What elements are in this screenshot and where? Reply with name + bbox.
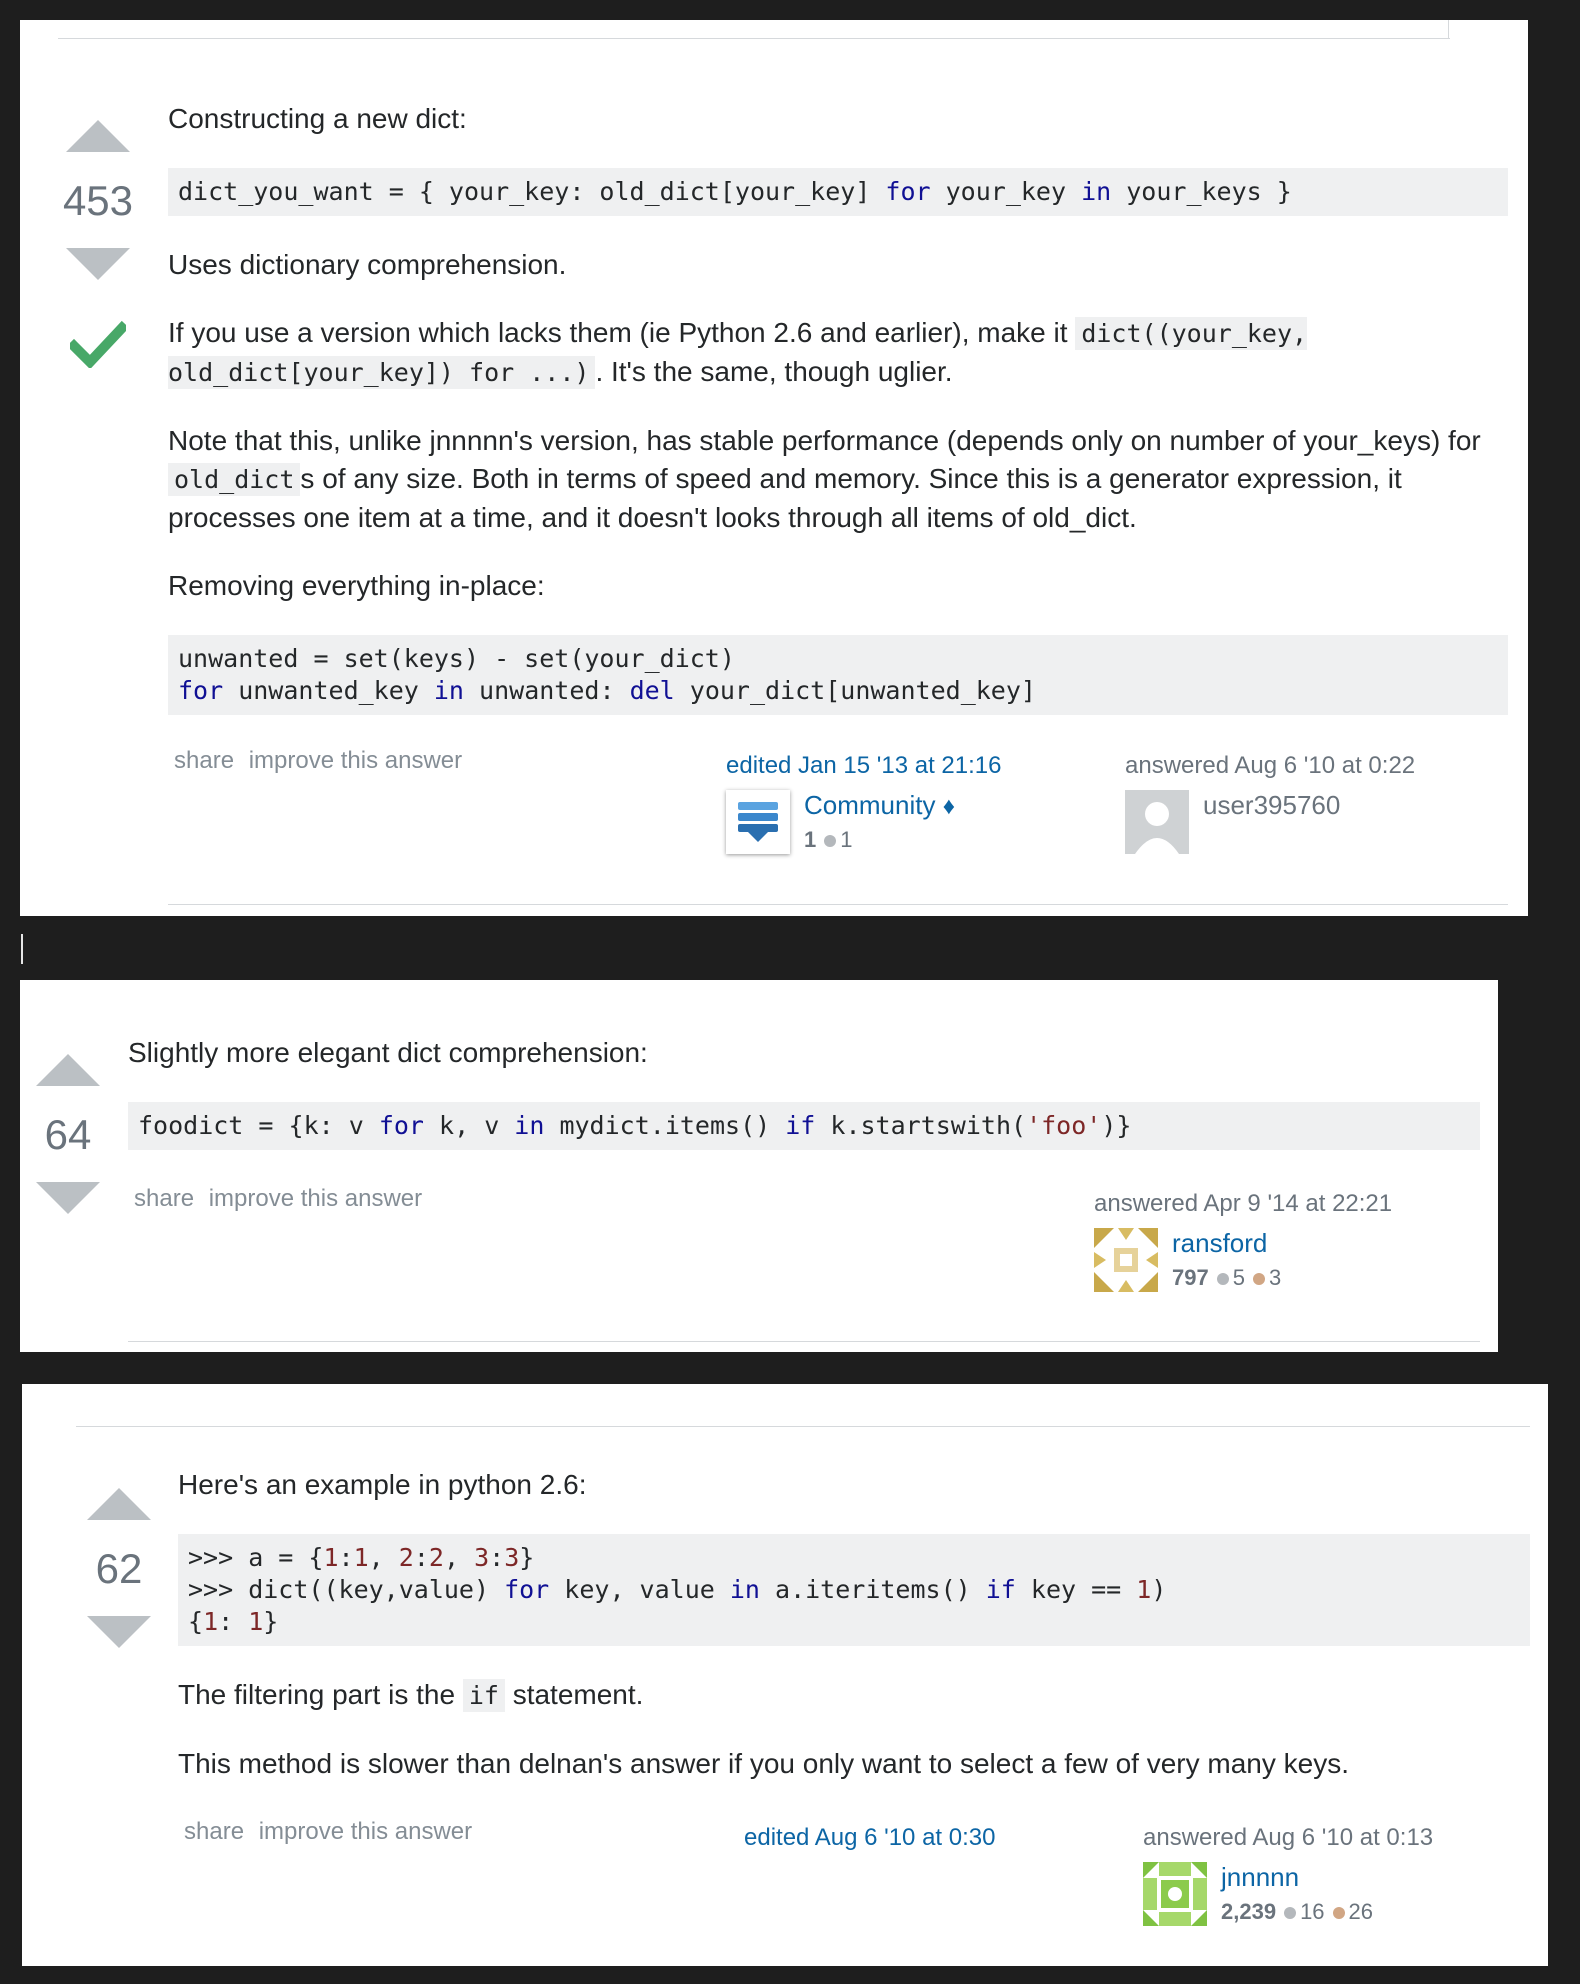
- code-text: :: [218, 1607, 249, 1636]
- vote-cell: [58, 120, 138, 368]
- vote-down-icon[interactable]: [87, 1616, 151, 1648]
- vote-up-icon[interactable]: [36, 1054, 100, 1086]
- reputation: [1221, 1899, 1373, 1925]
- code-text: }: [263, 1607, 279, 1636]
- paragraph: Uses dictionary comprehension.: [168, 249, 567, 280]
- default-avatar[interactable]: [1125, 790, 1189, 854]
- inline-code: if: [463, 1679, 505, 1712]
- paragraph: [168, 314, 1508, 392]
- diamond-icon: ♦: [942, 793, 955, 820]
- vote-down-icon[interactable]: [66, 248, 130, 280]
- code-block: [168, 168, 1508, 216]
- code-text: )}: [1101, 1111, 1132, 1140]
- paragraph-text: The filtering part is the: [178, 1679, 463, 1710]
- paragraph: [168, 422, 1508, 537]
- code-block: [178, 1534, 1530, 1646]
- code-text: unwanted_key: [223, 676, 434, 705]
- bronze-badge-icon: [1253, 1273, 1265, 1285]
- user-link[interactable]: Community: [804, 790, 936, 820]
- code-number: 1: [203, 1607, 219, 1636]
- code-string: 'foo': [1026, 1111, 1102, 1140]
- code-text: unwanted = set(keys) - set(your_dict): [178, 644, 735, 673]
- code-text: {: [188, 1607, 204, 1636]
- code-text: >>> dict((key,value): [188, 1575, 505, 1604]
- code-keyword: in: [729, 1575, 760, 1604]
- edited-link[interactable]: edited Aug 6 '10 at 0:30: [744, 1824, 996, 1851]
- code-text: k.startswith(: [815, 1111, 1027, 1140]
- answered-time: answered Apr 9 '14 at 22:21: [1094, 1190, 1393, 1217]
- code-keyword: for: [378, 1111, 424, 1140]
- post-menu: [134, 1185, 430, 1213]
- user-line: [804, 790, 955, 821]
- code-text: your_dict[unwanted_key]: [674, 676, 1036, 705]
- code-keyword: for: [885, 177, 931, 206]
- paragraph-text: s of any size. Both in terms of speed and memory. Since this is a generator expression, it processes one item at a time, and it doesn't looks through all items of old_dict.: [168, 463, 1402, 533]
- code-text: mydict.items(): [544, 1111, 786, 1140]
- share-link[interactable]: share: [134, 1185, 195, 1212]
- rep-score: 797: [1172, 1265, 1209, 1290]
- code-number: 3: [474, 1543, 490, 1572]
- answered-time: answered Aug 6 '10 at 0:13: [1143, 1824, 1434, 1851]
- top-divider-edge: [1448, 20, 1449, 38]
- silver-count: 1: [840, 827, 853, 852]
- post-body: [128, 1034, 1480, 1180]
- code-text: :: [489, 1543, 505, 1572]
- rep-score: 2,239: [1221, 1899, 1277, 1924]
- text-cursor: [21, 934, 23, 964]
- paragraph: Slightly more elegant dict comprehension:: [128, 1037, 648, 1068]
- code-text: :: [413, 1543, 429, 1572]
- answer-62: [22, 1384, 1548, 1966]
- owner-signature: [1125, 752, 1415, 854]
- silver-badge-icon: [824, 835, 836, 847]
- silver-count: 5: [1232, 1265, 1245, 1290]
- reputation: [804, 827, 955, 853]
- bronze-badge-icon: [1333, 1907, 1345, 1919]
- code-keyword: in: [514, 1111, 545, 1140]
- code-keyword: if: [785, 1111, 816, 1140]
- code-text: dict_you_want = { your_key: old_dict[your_key]: [178, 177, 886, 206]
- silver-count: 16: [1300, 1899, 1325, 1924]
- answer-64: [20, 980, 1498, 1352]
- code-number: 2: [428, 1543, 444, 1572]
- jnnnnn-avatar[interactable]: [1143, 1862, 1207, 1926]
- paragraph-text: statement.: [504, 1679, 644, 1710]
- post-body: [168, 100, 1508, 745]
- code-number: 1: [353, 1543, 369, 1572]
- vote-cell: [28, 1054, 108, 1214]
- paragraph: Constructing a new dict:: [168, 103, 467, 134]
- code-number: 1: [1136, 1575, 1152, 1604]
- code-text: }: [519, 1543, 535, 1572]
- bottom-divider: [168, 904, 1508, 905]
- editor-signature: [744, 1824, 995, 1862]
- editor-signature: [726, 752, 1001, 854]
- improve-link[interactable]: improve this answer: [258, 1818, 473, 1845]
- paragraph-text: . It's the same, though uglier.: [595, 356, 953, 387]
- code-keyword: if: [985, 1575, 1016, 1604]
- paragraph-text: If you use a version which lacks them (ie Python 2.6 and earlier), make it: [168, 317, 1076, 348]
- silver-badge-icon: [1284, 1907, 1296, 1919]
- vote-cell: [79, 1488, 159, 1648]
- inline-code: dict((your_key, old_dict[your_key]) for ...): [168, 319, 1308, 387]
- code-text: your_keys }: [1111, 177, 1292, 206]
- code-text: ,: [443, 1543, 475, 1572]
- code-text: your_key: [930, 177, 1082, 206]
- code-keyword: in: [1081, 177, 1112, 206]
- accepted-check-icon: [70, 320, 126, 368]
- silver-badge-icon: [1217, 1273, 1229, 1285]
- code-keyword: for: [178, 676, 224, 705]
- code-text: key, value: [549, 1575, 730, 1604]
- share-link[interactable]: share: [184, 1818, 245, 1845]
- owner-signature: [1143, 1824, 1433, 1926]
- paragraph: Here's an example in python 2.6:: [178, 1469, 587, 1500]
- inline-code: old_dict: [168, 463, 300, 496]
- code-text: ): [1151, 1575, 1167, 1604]
- paragraph: Removing everything in-place:: [168, 570, 545, 601]
- code-text: k, v: [423, 1111, 515, 1140]
- top-divider: [58, 38, 1450, 39]
- post-body: [178, 1466, 1530, 1813]
- bronze-count: 3: [1268, 1265, 1282, 1290]
- code-number: 3: [504, 1543, 520, 1572]
- paragraph: This method is slower than delnan's answer if you only want to select a few of very many keys.: [178, 1748, 1349, 1779]
- code-block: [128, 1102, 1480, 1150]
- vote-count: 62: [95, 1545, 143, 1592]
- ransford-avatar[interactable]: [1094, 1228, 1158, 1292]
- code-number: 2: [398, 1543, 414, 1572]
- code-number: 1: [323, 1543, 339, 1572]
- bronze-count: 26: [1348, 1899, 1374, 1924]
- code-text: ,: [368, 1543, 399, 1572]
- edited-link[interactable]: edited Jan 15 '13 at 21:16: [726, 752, 1002, 779]
- paragraph: [178, 1676, 1530, 1715]
- user-link[interactable]: ransford: [1172, 1228, 1268, 1258]
- code-text: >>> a = {: [188, 1543, 324, 1572]
- code-text: unwanted:: [463, 676, 630, 705]
- vote-count: 453: [62, 177, 134, 224]
- answer-453: [20, 20, 1528, 916]
- rep-score: 1: [804, 827, 817, 852]
- code-text: foodict = {k: v: [138, 1111, 379, 1140]
- reputation: [1172, 1265, 1281, 1291]
- code-keyword: in: [433, 676, 464, 705]
- community-avatar[interactable]: [726, 790, 790, 854]
- user-link[interactable]: jnnnnn: [1221, 1862, 1300, 1892]
- top-divider: [76, 1426, 1530, 1427]
- owner-signature: [1094, 1190, 1392, 1292]
- paragraph-text: Note that this, unlike jnnnnn's version, has stable performance (depends only on number of your_keys) for: [168, 425, 1481, 456]
- post-menu: [184, 1818, 480, 1846]
- improve-link[interactable]: improve this answer: [248, 747, 463, 774]
- code-number: 1: [248, 1607, 264, 1636]
- vote-up-icon[interactable]: [87, 1488, 151, 1520]
- vote-count: 64: [44, 1111, 92, 1158]
- improve-link[interactable]: improve this answer: [208, 1185, 423, 1212]
- share-link[interactable]: share: [174, 747, 235, 774]
- user-name[interactable]: user395760: [1203, 790, 1341, 820]
- answered-time: answered Aug 6 '10 at 0:22: [1125, 752, 1416, 779]
- code-block: [168, 635, 1508, 715]
- code-text: key ==: [1015, 1575, 1137, 1604]
- code-keyword: del: [629, 676, 675, 705]
- code-text: a.iteritems(): [759, 1575, 986, 1604]
- code-keyword: for: [504, 1575, 550, 1604]
- code-text: :: [338, 1543, 354, 1572]
- bottom-divider: [128, 1341, 1480, 1342]
- post-menu: [174, 747, 470, 775]
- vote-up-icon[interactable]: [66, 120, 130, 152]
- vote-down-icon[interactable]: [36, 1182, 100, 1214]
